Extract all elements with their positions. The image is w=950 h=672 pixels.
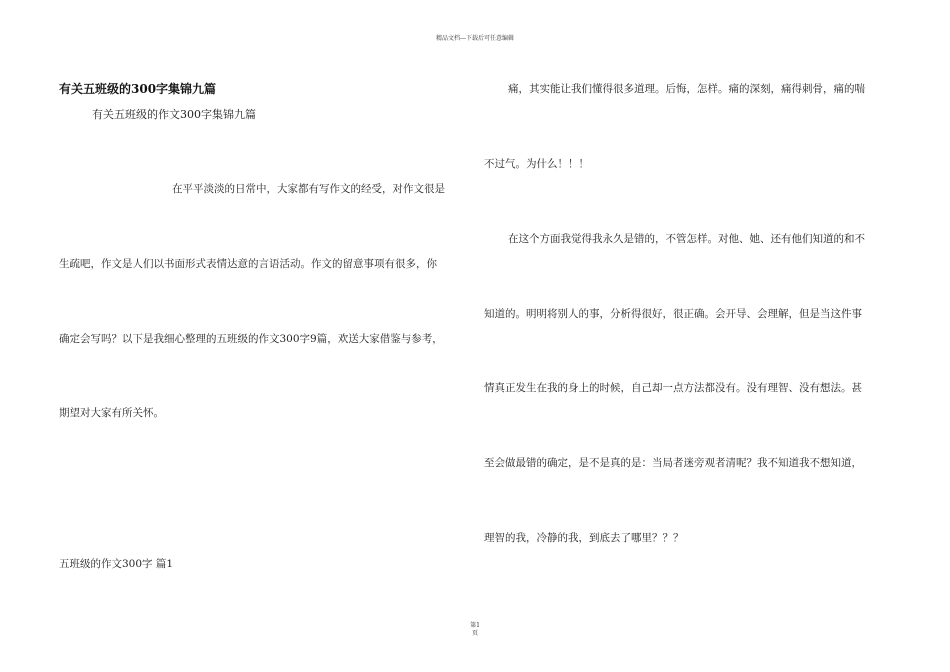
right-line-6: 至会做最错的确定，是不是真的是：当局者迷旁观者清呢？我不知道我不想知道， [484,457,862,469]
page-number [0,622,950,638]
page-number-line-2: 页 [471,630,478,637]
intro-line-4: 期望对大家有所关怀。 [59,407,164,419]
intro-line-2: 生疏吧，作文是人们以书面形式表情达意的言语活动。作文的留意事项有很多，你 [59,258,437,270]
intro-line-1: 在平平淡淡的日常中，大家都有写作文的经受，对作文很是 [172,183,445,195]
page-number-line-1: 第1 [470,622,480,629]
header-note: 精品文档---下载后可任意编辑 [435,35,515,42]
document-title: 有关五班级的300字集锦九篇 [59,82,217,96]
right-line-4: 知道的。明明将别人的事，分析得很好，很正确。会开导、会理解，但是当这件事 [484,308,862,320]
right-line-5: 情真正发生在我的身上的时候，自己却一点方法都没有。没有理智、没有想法。甚 [484,382,862,394]
document-subtitle: 有关五班级的作文300字集锦九篇 [92,108,256,121]
right-line-3: 在这个方面我觉得我永久是错的，不管怎样。对他、她、还有他们知道的和不 [508,233,865,245]
section-heading: 五班级的作文300字 篇1 [59,558,174,570]
right-line-7: 理智的我，冷静的我，到底去了哪里？？？ [484,532,684,544]
right-line-1: 痛，其实能让我们懂得很多道理。后悔，怎样。痛的深刻，痛得刺骨，痛的喘 [508,83,865,95]
intro-line-3: 确定会写吗？以下是我细心整理的五班级的作文300字9篇，欢送大家借鉴与参考， [59,333,443,345]
right-line-2: 不过气。为什么！！！ [484,158,589,170]
